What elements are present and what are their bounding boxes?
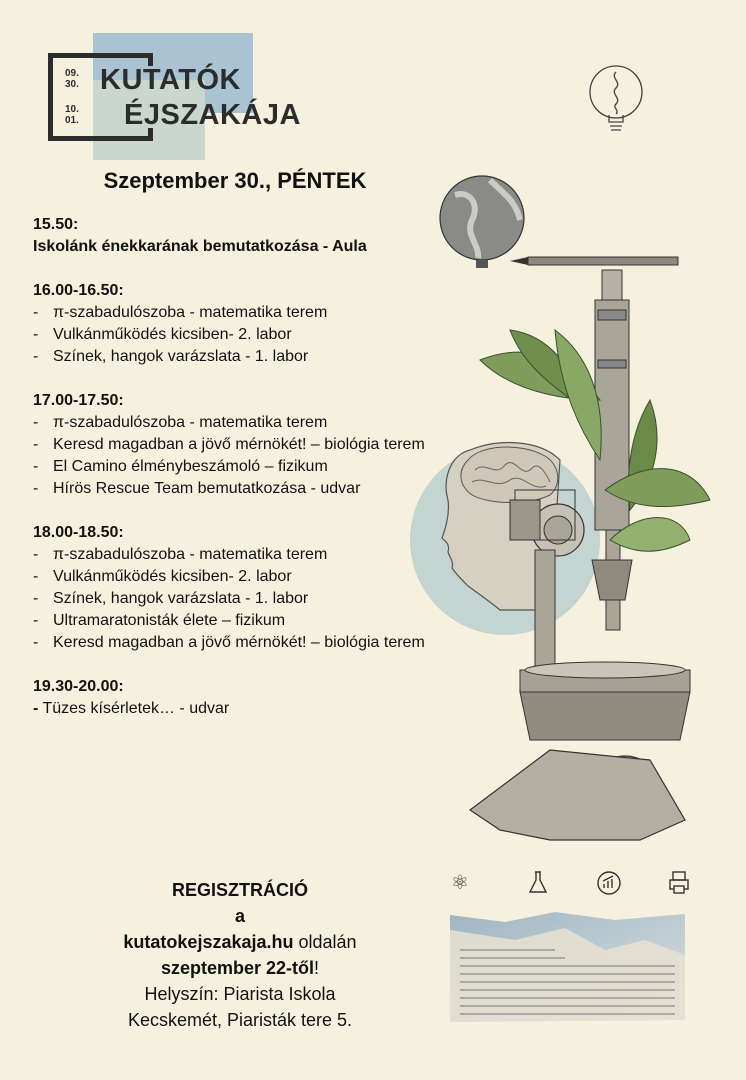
dash: - [33, 436, 39, 453]
program-slot [33, 390, 443, 500]
list-item [33, 478, 443, 500]
chart-icon [596, 870, 622, 896]
slot-time: 17.00-17.50: [33, 392, 124, 409]
item-text: π-szabadulószoba - matematika terem [53, 414, 328, 431]
dash: - [33, 480, 39, 497]
dash: - [33, 590, 39, 607]
dash: - [33, 568, 39, 585]
program-slot [33, 280, 443, 368]
program-slot [33, 522, 443, 654]
logo-title-line2: ÉJSZAKÁJA [124, 99, 301, 131]
dash: - [33, 634, 39, 651]
printer-icon [668, 870, 690, 896]
registration-site-suffix: oldalán [293, 932, 357, 952]
item-text: Színek, hangok varázslata - 1. labor [53, 348, 309, 365]
registration-address: Kecskemét, Piaristák tere 5. [127, 1010, 353, 1030]
item-text: π-szabadulószoba - matematika terem [53, 546, 328, 563]
item-text: Tüzes kísérletek… - udvar [42, 700, 230, 717]
program-slot [33, 214, 443, 258]
slot-title: Iskolánk énekkarának bemutatkozása - Aula [33, 238, 367, 255]
item-text: Vulkánműködés kicsiben- 2. labor [53, 326, 292, 343]
page-title: Szeptember 30., PÉNTEK [103, 168, 367, 193]
dash: - [33, 546, 39, 563]
list-item [33, 632, 433, 654]
logo-date-day: 30. [65, 79, 79, 90]
item-text: Keresd magadban a jövő mérnökét! – biológia terem [53, 436, 425, 453]
lightbulb-icon [585, 60, 647, 140]
logo-date-top [65, 68, 79, 90]
registration-a: a [234, 906, 245, 926]
atom-icon: ⚛ [451, 872, 469, 894]
item-text: Hírös Rescue Team bemutatkozása - udvar [53, 480, 361, 497]
list-item [33, 566, 443, 588]
dash: - [33, 304, 39, 321]
flask-icon [527, 870, 549, 896]
item-text: Színek, hangok varázslata - 1. labor [53, 590, 309, 607]
logo-date-day: 01. [65, 115, 79, 126]
slot-time: 19.30-20.00: [33, 678, 124, 695]
list-item [33, 588, 443, 610]
program-list [33, 214, 443, 720]
registration-from: szeptember 22-től [160, 958, 315, 978]
logo-date-month: 09. [65, 68, 79, 79]
list-item [33, 324, 443, 346]
list-item [33, 456, 443, 478]
registration-block [60, 877, 420, 1033]
list-item [33, 412, 443, 434]
list-item [33, 434, 433, 456]
registration-venue: Helyszín: Piarista Iskola [144, 984, 336, 1004]
list-item [33, 302, 443, 324]
registration-site-link[interactable]: kutatokejszakaja.hu [123, 932, 294, 952]
slot-time: 16.00-16.50: [33, 282, 124, 299]
logo-date-bottom [65, 104, 79, 126]
list-item [33, 610, 443, 632]
dash: - [33, 414, 39, 431]
list-item [33, 544, 443, 566]
newspaper-collage [445, 910, 690, 1025]
dash: - [33, 348, 39, 365]
registration-site-line [60, 929, 420, 955]
list-item [33, 698, 443, 720]
dash: - [33, 700, 39, 717]
slot-time: 15.50: [33, 216, 79, 233]
item-text: Ultramaratonisták élete – fizikum [53, 612, 286, 629]
list-item [33, 346, 443, 368]
item-text: π-szabadulószoba - matematika terem [53, 304, 328, 321]
registration-from-line [60, 955, 420, 981]
logo-date-month: 10. [65, 104, 79, 115]
program-slot [33, 676, 443, 720]
item-text: El Camino élménybeszámoló – fizikum [53, 458, 328, 475]
dash: - [33, 326, 39, 343]
item-text: Keresd magadban a jövő mérnökét! – biológia terem [53, 634, 425, 651]
registration-title: REGISZTRÁCIÓ [171, 880, 308, 900]
slot-time: 18.00-18.50: [33, 524, 124, 541]
microscope-illustration [410, 160, 730, 850]
dash: - [33, 458, 39, 475]
logo-title-line1: KUTATÓK [100, 64, 241, 96]
dash: - [33, 612, 39, 629]
registration-from-suffix: ! [314, 958, 320, 978]
item-text: Vulkánműködés kicsiben- 2. labor [53, 568, 292, 585]
